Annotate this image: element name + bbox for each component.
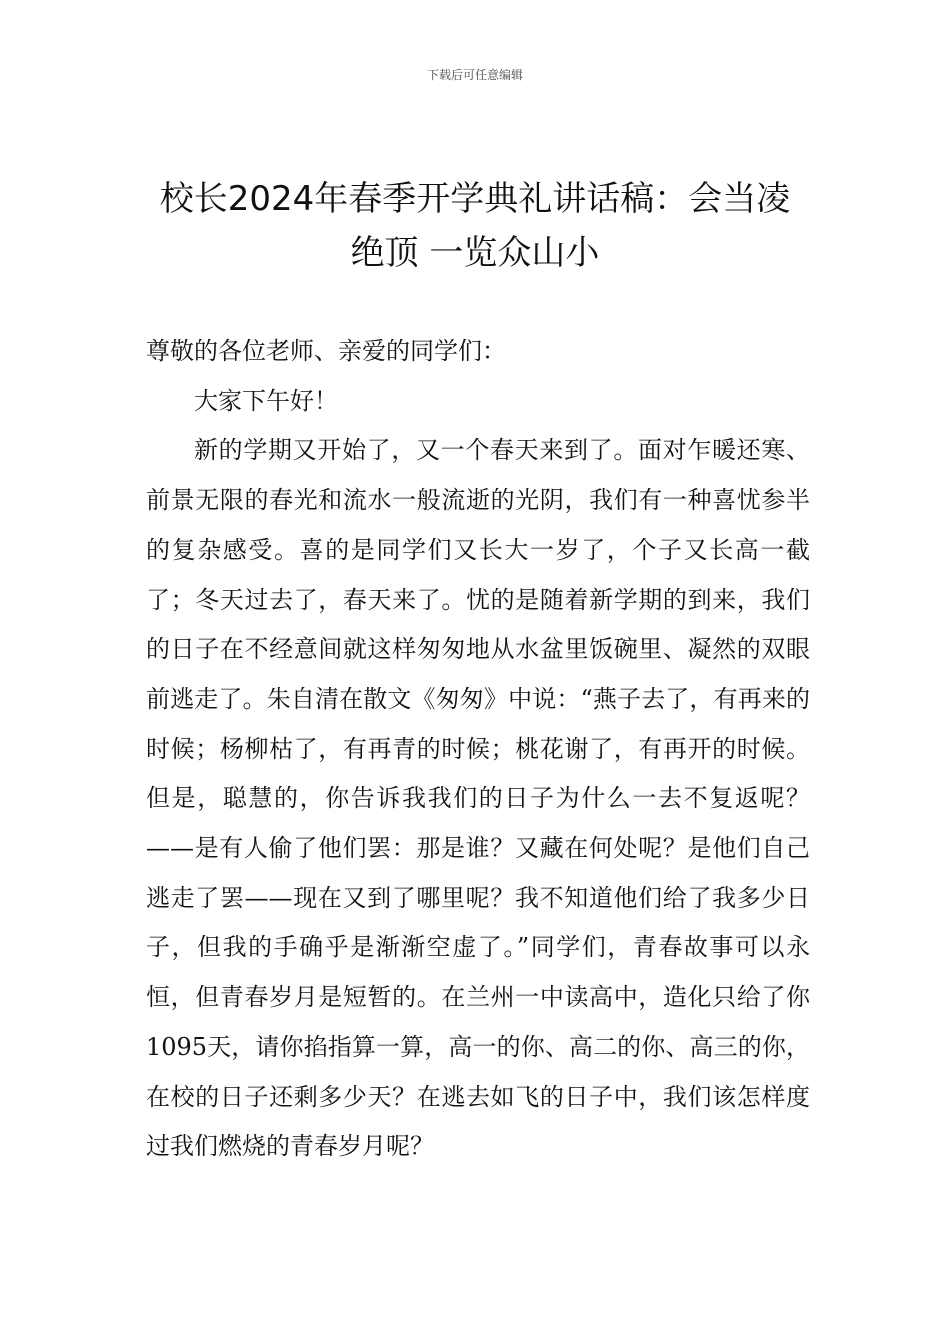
body-paragraph-1: 新的学期又开始了，又一个春天来到了。面对乍暖还寒、前景无限的春光和流水一般流逝的光阴，我们有一种喜忧参半的复杂感受。喜的是同学们又长大一岁了，个子又长高一截了；冬天过去了，春天来了。忧的是随着新学期的到来，我们的日子在不经意间就这样匆匆地从水盆里饭碗里、凝然的双眼前逃走了。朱自清在散文《匆匆》中说：“燕子去了，有再来的时候；杨柳枯了，有再青的时候；桃花谢了，有再开的时候。但是，聪慧的，你告诉我我们的日子为什么一去不复返呢？ ——是有人偷了他们罢：那是谁？又藏在何处呢？是他们自己逃走了罢——现在又到了哪里呢？我不知道他们给了我多少日子，但我的手确乎是渐渐空虚了。”同学们，青春故事可以永恒，但青春岁月是短暂的。在兰州一中读高中，造化只给了你1095天，请你掐指算一算，高一的你、高二的你、高三的你，在校的日子还剩多少天？在逃去如飞的日子中，我们该怎样度过我们燃烧的青春岁月呢？ — [146, 436, 810, 1161]
document-title-line-1: 校长2024年春季开学典礼讲话稿：会当凌 — [159, 179, 791, 219]
page-header-note: 下载后可任意编辑 — [426, 68, 523, 82]
salutation: 尊敬的各位老师、亲爱的同学们： — [146, 337, 506, 365]
document-title-line-2: 绝顶 一览众山小 — [350, 233, 600, 273]
document-body — [146, 327, 810, 1172]
document-title — [140, 172, 810, 280]
greeting: 大家下午好！ — [194, 386, 338, 415]
